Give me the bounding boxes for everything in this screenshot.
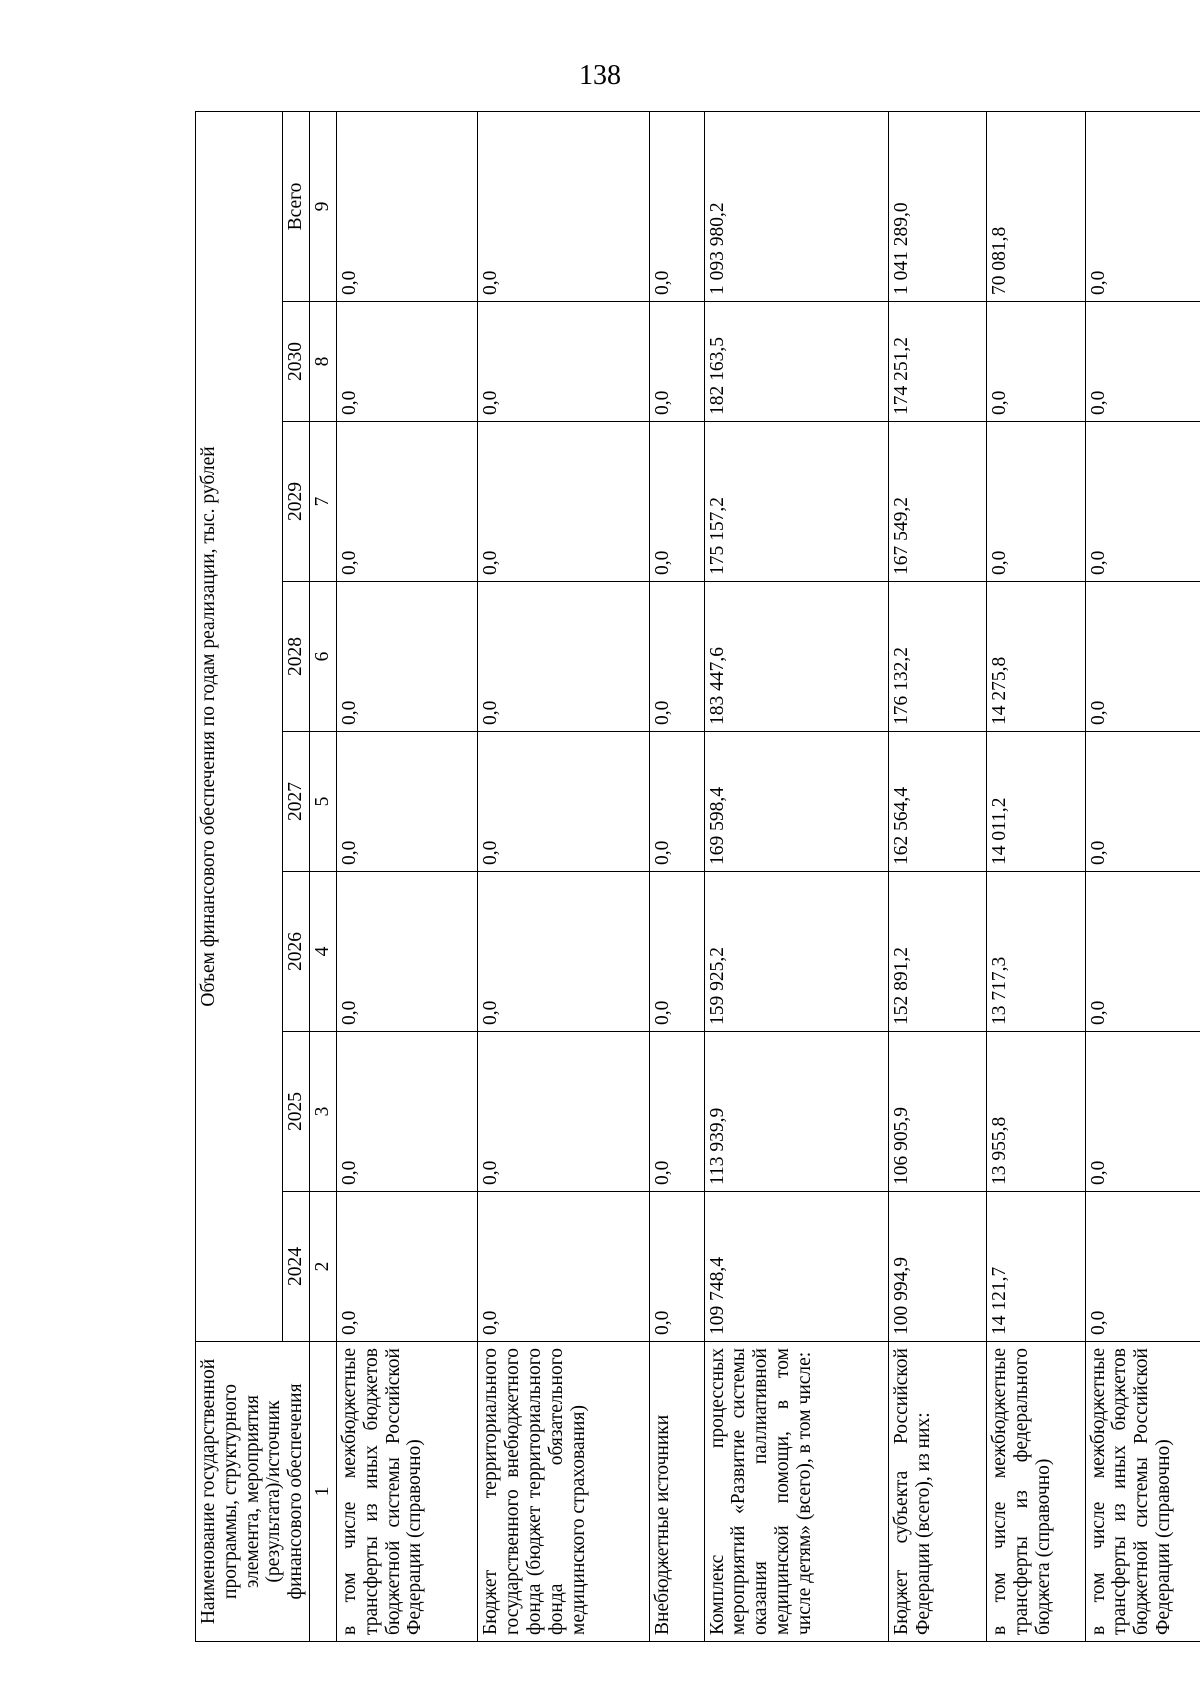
column-number: 2	[310, 1192, 337, 1342]
row-value: 159 925,2	[704, 872, 888, 1032]
row-name: Комплекс процессных мероприятий «Развитие системы оказания паллиативной медицинской помощи, в том числе детям» (всего), в том числе:	[704, 1342, 888, 1642]
row-value: 0,0	[1085, 1032, 1200, 1192]
row-value: 0,0	[650, 872, 704, 1032]
row-value: 174 251,2	[888, 302, 986, 422]
row-value: 167 549,2	[888, 422, 986, 582]
column-number: 6	[310, 582, 337, 732]
table-body	[336, 111, 1200, 1641]
row-value: 0,0	[1085, 732, 1200, 872]
row-value: 0,0	[336, 1032, 477, 1192]
header-year: 2029	[283, 422, 310, 582]
column-number: 1	[310, 1342, 337, 1642]
row-name: Бюджет территориального государственного внебюджетного фонда (бюджет территориального фонда обязательного медицинского страхования)	[478, 1342, 650, 1642]
row-value: 0,0	[1085, 422, 1200, 582]
row-value: 109 748,4	[704, 1192, 888, 1342]
row-value: 13 717,3	[987, 872, 1085, 1032]
column-number: 5	[310, 732, 337, 872]
row-value: 0,0	[478, 872, 650, 1032]
row-value: 0,0	[650, 422, 704, 582]
row-value: 0,0	[478, 302, 650, 422]
row-value: 0,0	[478, 582, 650, 732]
row-value: 0,0	[478, 422, 650, 582]
row-value: 13 955,8	[987, 1032, 1085, 1192]
row-value: 0,0	[1085, 111, 1200, 301]
row-value: 0,0	[987, 422, 1085, 582]
row-value: 0,0	[336, 302, 477, 422]
row-name: в том числе межбюджетные трансферты из иных бюджетов бюджетной системы Российской Федерации (справочно)	[336, 1342, 477, 1642]
row-value: 0,0	[1085, 302, 1200, 422]
row-value: 14 121,7	[987, 1192, 1085, 1342]
row-value: 0,0	[336, 732, 477, 872]
row-value: 0,0	[336, 872, 477, 1032]
rotated-table-wrapper	[195, 112, 1195, 1642]
row-value: 183 447,6	[704, 582, 888, 732]
row-value: 0,0	[336, 582, 477, 732]
header-year: 2025	[283, 1032, 310, 1192]
table-row	[336, 111, 477, 1641]
row-value: 14 275,8	[987, 582, 1085, 732]
table-row	[888, 111, 986, 1641]
page-number: 138	[579, 60, 621, 91]
column-number: 7	[310, 422, 337, 582]
column-number: 9	[310, 111, 337, 301]
row-value: 0,0	[478, 111, 650, 301]
row-value: 0,0	[987, 302, 1085, 422]
row-name: Бюджет субъекта Российской Федерации (всего), из них:	[888, 1342, 986, 1642]
table-row	[1085, 111, 1200, 1641]
row-value: 152 891,2	[888, 872, 986, 1032]
row-value: 1 093 980,2	[704, 111, 888, 301]
row-value: 14 011,2	[987, 732, 1085, 872]
header-year: 2024	[283, 1192, 310, 1342]
row-value: 0,0	[650, 1192, 704, 1342]
header-name-column: Наименование государственной программы, структурного элемента, мероприятия (результата)/источник финансового обеспечения	[196, 1342, 310, 1642]
header-year: 2027	[283, 732, 310, 872]
row-value: 0,0	[336, 1192, 477, 1342]
row-value: 0,0	[336, 422, 477, 582]
financing-table	[195, 111, 1200, 1642]
row-value: 106 905,9	[888, 1032, 986, 1192]
header-volume: Объем финансового обеспечения по годам реализации, тыс. рублей	[196, 111, 283, 1341]
header-year: 2026	[283, 872, 310, 1032]
row-name: Внебюджетные источники	[650, 1342, 704, 1642]
row-value: 169 598,4	[704, 732, 888, 872]
row-value: 0,0	[478, 1192, 650, 1342]
row-value: 175 157,2	[704, 422, 888, 582]
row-value: 182 163,5	[704, 302, 888, 422]
header-year: 2030	[283, 302, 310, 422]
row-value: 0,0	[650, 111, 704, 301]
row-value: 0,0	[478, 1032, 650, 1192]
column-number-row	[310, 111, 337, 1641]
row-value: 176 132,2	[888, 582, 986, 732]
header-year: 2028	[283, 582, 310, 732]
row-value: 100 994,9	[888, 1192, 986, 1342]
row-name: в том числе межбюджетные трансферты из иных бюджетов бюджетной системы Российской Федерации (справочно)	[1085, 1342, 1200, 1642]
table-row	[478, 111, 650, 1641]
row-value: 1 041 289,0	[888, 111, 986, 301]
table-row	[704, 111, 888, 1641]
row-value: 0,0	[478, 732, 650, 872]
column-number: 8	[310, 302, 337, 422]
row-value: 0,0	[650, 302, 704, 422]
table-row	[650, 111, 704, 1641]
row-value: 0,0	[336, 111, 477, 301]
row-value: 0,0	[1085, 872, 1200, 1032]
row-value: 0,0	[1085, 582, 1200, 732]
row-value: 162 564,4	[888, 732, 986, 872]
row-value: 70 081,8	[987, 111, 1085, 301]
row-name: в том числе межбюджетные трансферты из федерального бюджета (справочно)	[987, 1342, 1085, 1642]
header-row-top	[196, 111, 283, 1641]
row-value: 0,0	[650, 582, 704, 732]
header-total: Всего	[283, 111, 310, 301]
column-number: 3	[310, 1032, 337, 1192]
row-value: 0,0	[1085, 1192, 1200, 1342]
column-number: 4	[310, 872, 337, 1032]
row-value: 113 939,9	[704, 1032, 888, 1192]
row-value: 0,0	[650, 732, 704, 872]
row-value: 0,0	[650, 1032, 704, 1192]
table-row	[987, 111, 1085, 1641]
